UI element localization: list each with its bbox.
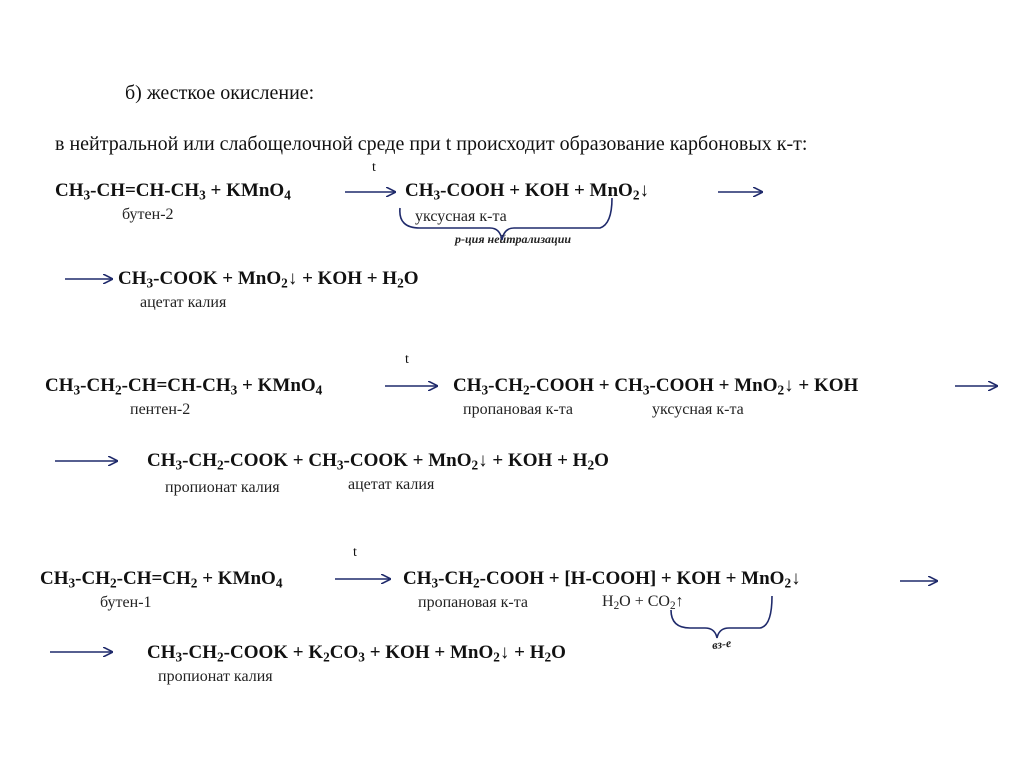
label-acetic-acid-2: уксусная к-та: [652, 401, 744, 418]
neutralization-brace: [400, 198, 612, 240]
interaction-brace: [671, 596, 772, 638]
section-heading: б) жесткое окисление:: [125, 82, 315, 104]
label-propanoic-acid: пропановая к-та: [463, 401, 573, 418]
label-propanoic-acid-3: пропановая к-та: [418, 594, 528, 611]
reaction1-reactants: $CH_3-CH=CH-CH_3$ + KMnO$_4$: [55, 180, 291, 203]
reaction3-products: $CH_3-CH_2$-COOH + [H-COOH] + KOH + MnO$_2$↓: [403, 568, 801, 591]
reaction1-products: $CH_3$-COOH + KOH + MnO$_2$↓: [405, 180, 649, 203]
label-butene-2: бутен-2: [122, 206, 174, 223]
label-acetic-acid: уксусная к-та: [415, 208, 507, 225]
label-potassium-acetate-2: ацетат калия: [348, 476, 435, 493]
temperature-mark: t: [372, 160, 376, 175]
reaction2-final: $CH_3-CH_2$-COOK + $CH_3$-COOK + MnO$_2$↓ + KOH + $H_2O$: [147, 450, 609, 473]
label-potassium-acetate: ацетат калия: [140, 294, 227, 311]
note-interaction: вз-е: [711, 635, 733, 653]
label-potassium-propionate-3: пропионат калия: [158, 668, 273, 685]
reaction1-final: $CH_3$-COOK + MnO$_2$↓ + KOH + $H_2O$: [118, 268, 419, 291]
reaction2-reactants: $CH_3-CH_2-CH=CH-CH_3$ + KMnO$_4$: [45, 375, 323, 398]
label-potassium-propionate: пропионат калия: [165, 479, 280, 496]
label-butene-1: бутен-1: [100, 594, 152, 611]
reaction2-products: $CH_3-CH_2$-COOH + $CH_3$-COOH + MnO$_2$↓ + KOH: [453, 375, 859, 398]
label-decomposition: $H_2O$ + $CO_2↑$: [602, 593, 684, 612]
condition-text: в нейтральной или слабощелочной среде при t происходит образование карбоновых к-т:: [55, 133, 808, 155]
reaction3-reactants: $CH_3-CH_2-CH=CH_2$ + KMnO$_4$: [40, 568, 283, 591]
temperature-mark-2: t: [405, 352, 409, 367]
label-pentene-2: пентен-2: [130, 401, 191, 418]
reaction3-final: $CH_3-CH_2$-COOK + $K_2CO_3$ + KOH + MnO$_2$↓ + $H_2O$: [147, 642, 566, 665]
temperature-mark-3: t: [353, 545, 357, 560]
note-neutralization: р-ция нейтрализации: [455, 232, 572, 246]
